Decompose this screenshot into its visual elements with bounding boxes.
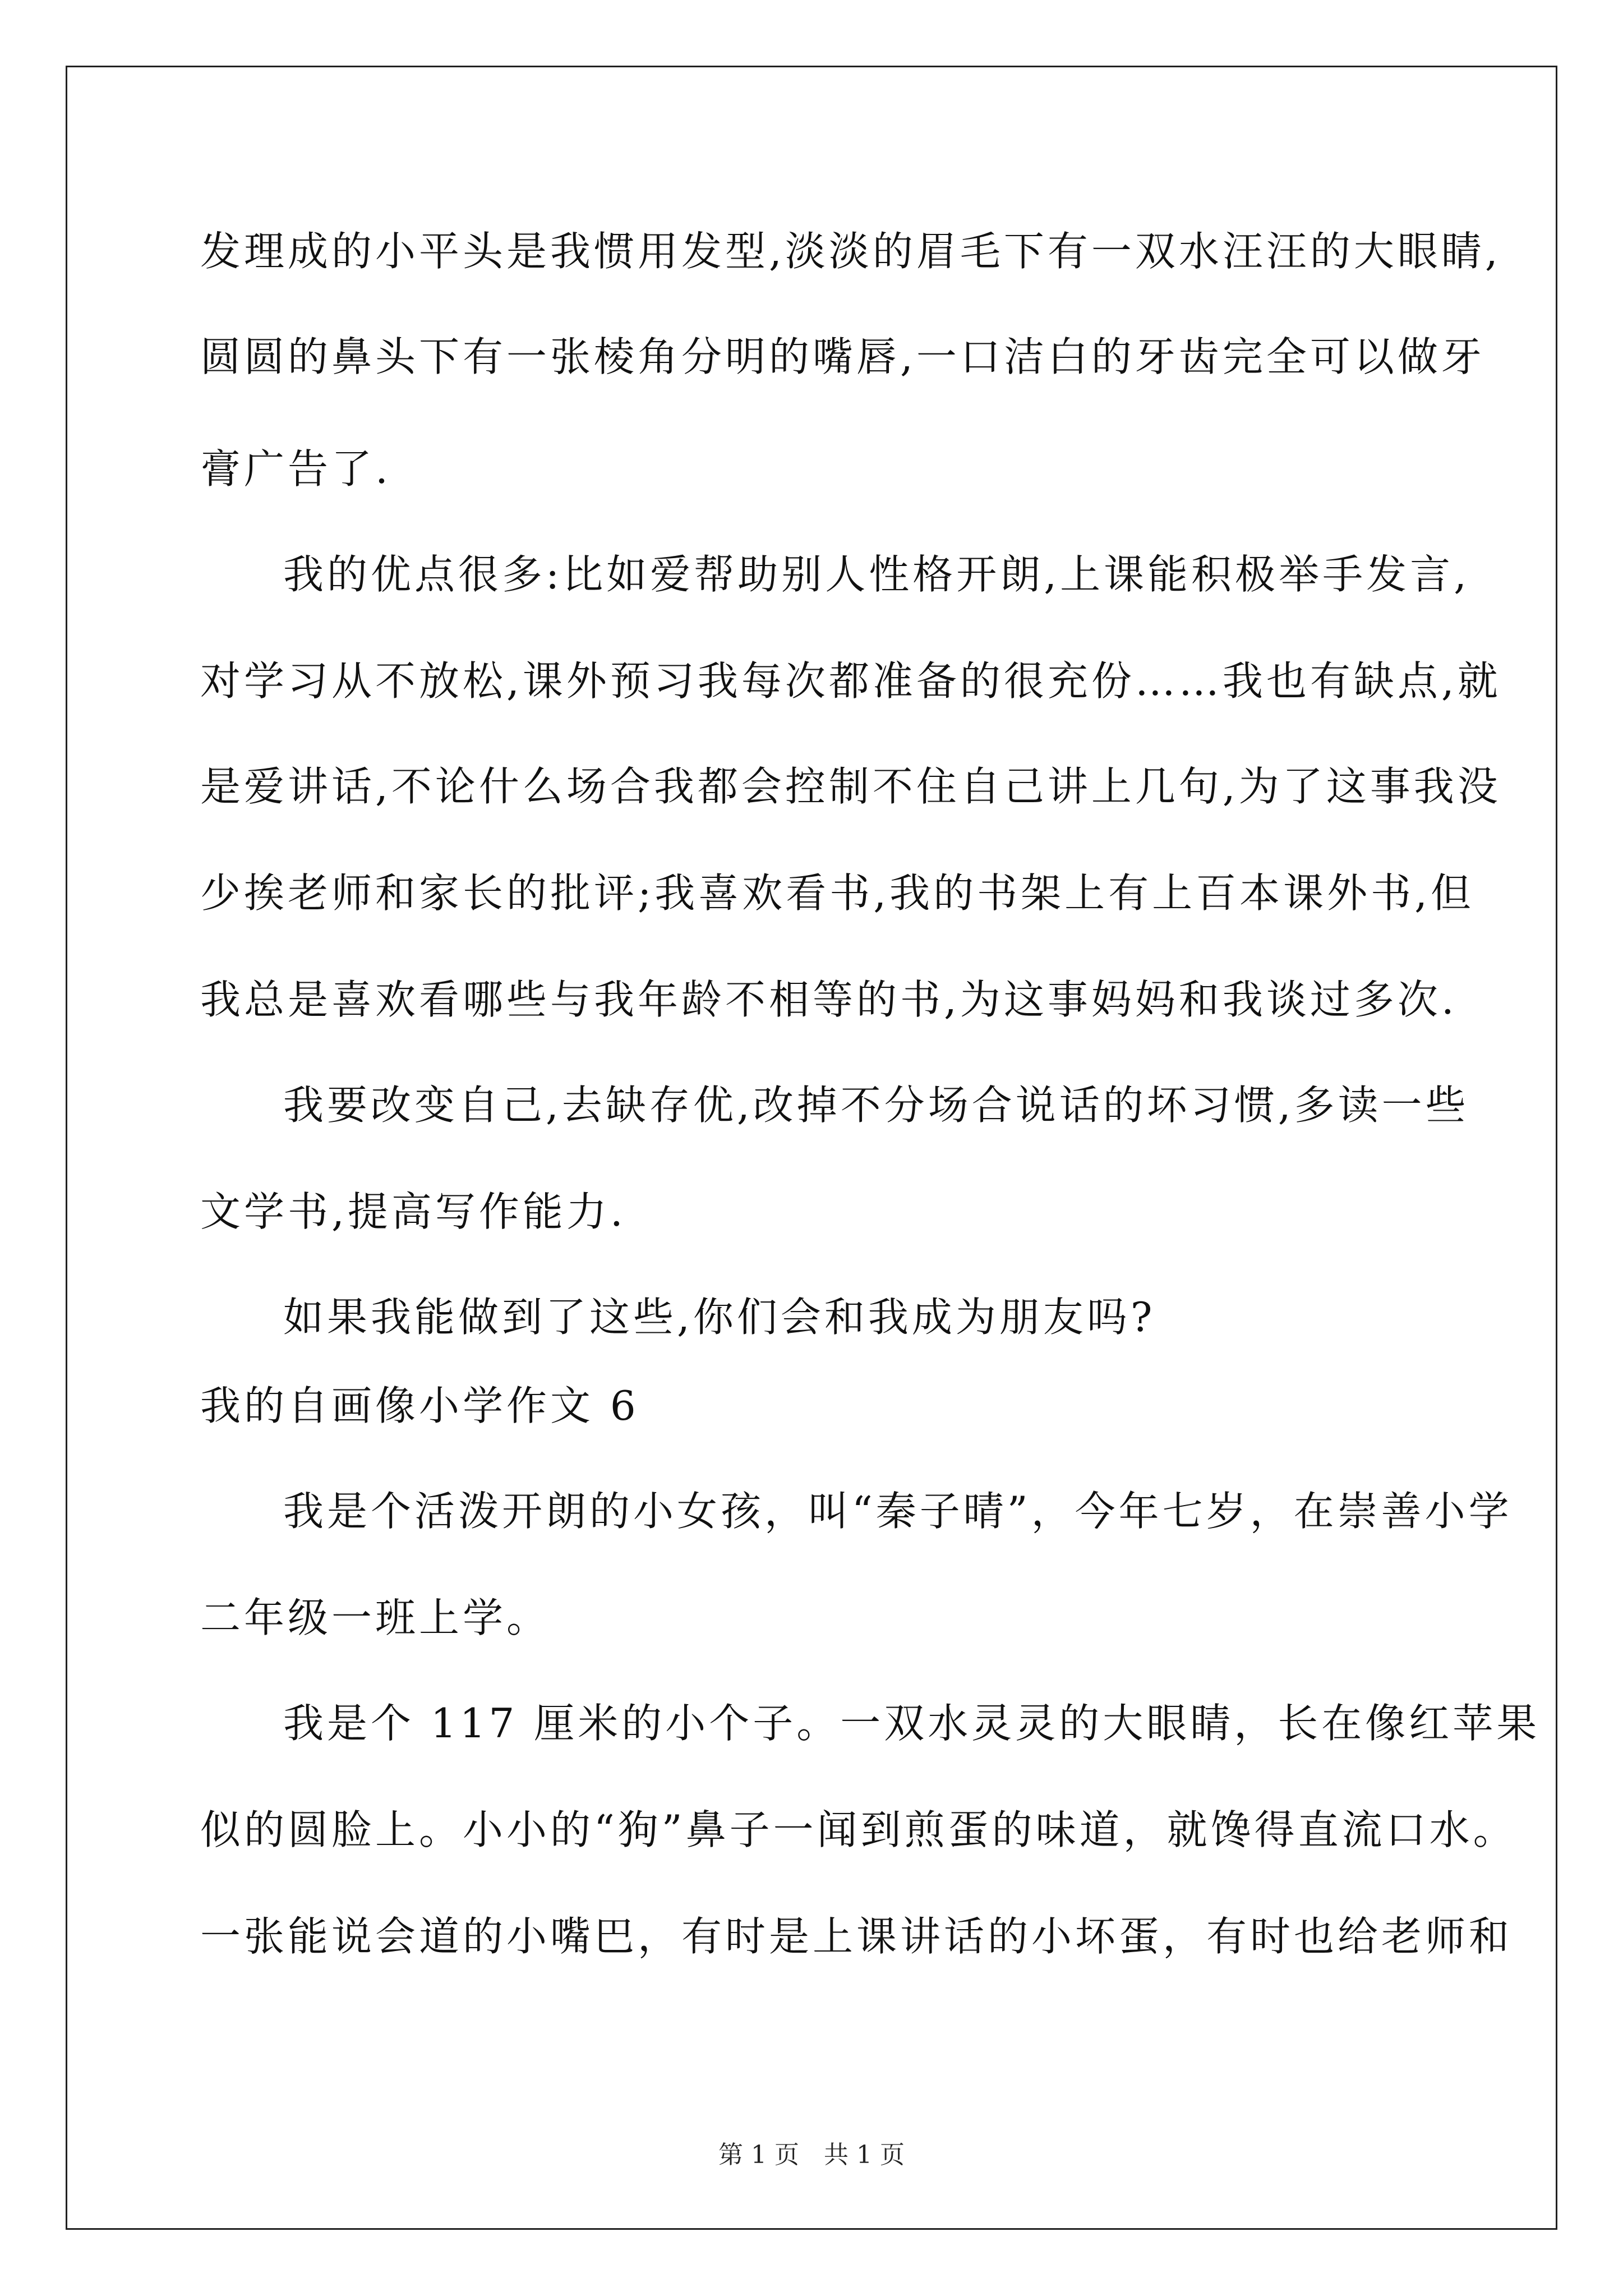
text-line: 我要改变自己,去缺存优,改掉不分场合说话的坏习惯,多读一些 (283, 1082, 1469, 1129)
text-line: 少挨老师和家长的批评;我喜欢看书,我的书架上有上百本课外书,但 (200, 869, 1475, 917)
text-line: 文学书,提高写作能力. (200, 1188, 626, 1235)
text-line: 似的圆脸上。小小的“狗”鼻子一闻到煎蛋的味道，就馋得直流口水。 (200, 1806, 1517, 1853)
text-line: 圆圆的鼻头下有一张棱角分明的嘴唇,一口洁白的牙齿完全可以做牙 (200, 333, 1485, 380)
page-border (66, 66, 1557, 2230)
text-line: 我是个活泼开朗的小女孩，叫“秦子晴”，今年七岁，在崇善小学 (283, 1488, 1513, 1535)
text-line: 我总是喜欢看哪些与我年龄不相等的书,为这事妈妈和我谈过多次. (200, 976, 1458, 1023)
text-line: 二年级一班上学。 (200, 1594, 551, 1641)
text-line: 如果我能做到了这些,你们会和我成为朋友吗? (283, 1294, 1156, 1341)
text-line: 我是个 117 厘米的小个子。一双水灵灵的大眼睛，长在像红苹果 (283, 1700, 1541, 1747)
text-line: 膏广告了. (200, 445, 391, 493)
text-line: 是爱讲话,不论什么场合我都会控制不住自己讲上几句,为了这事我没 (200, 763, 1501, 810)
text-line: 一张能说会道的小嘴巴，有时是上课讲话的小坏蛋，有时也给老师和 (200, 1913, 1513, 1960)
text-line: 我的优点很多:比如爱帮助别人性格开朗,上课能积极举手发言, (283, 551, 1470, 598)
text-line: 发理成的小平头是我惯用发型,淡淡的眉毛下有一双水汪汪的大眼睛, (200, 228, 1501, 275)
page-number: 第 1 页 共 1 页 (718, 2141, 905, 2169)
text-line: 对学习从不放松,课外预习我每次都准备的很充份……我也有缺点,就 (200, 657, 1501, 705)
section-heading: 我的自画像小学作文 6 (200, 1382, 639, 1429)
